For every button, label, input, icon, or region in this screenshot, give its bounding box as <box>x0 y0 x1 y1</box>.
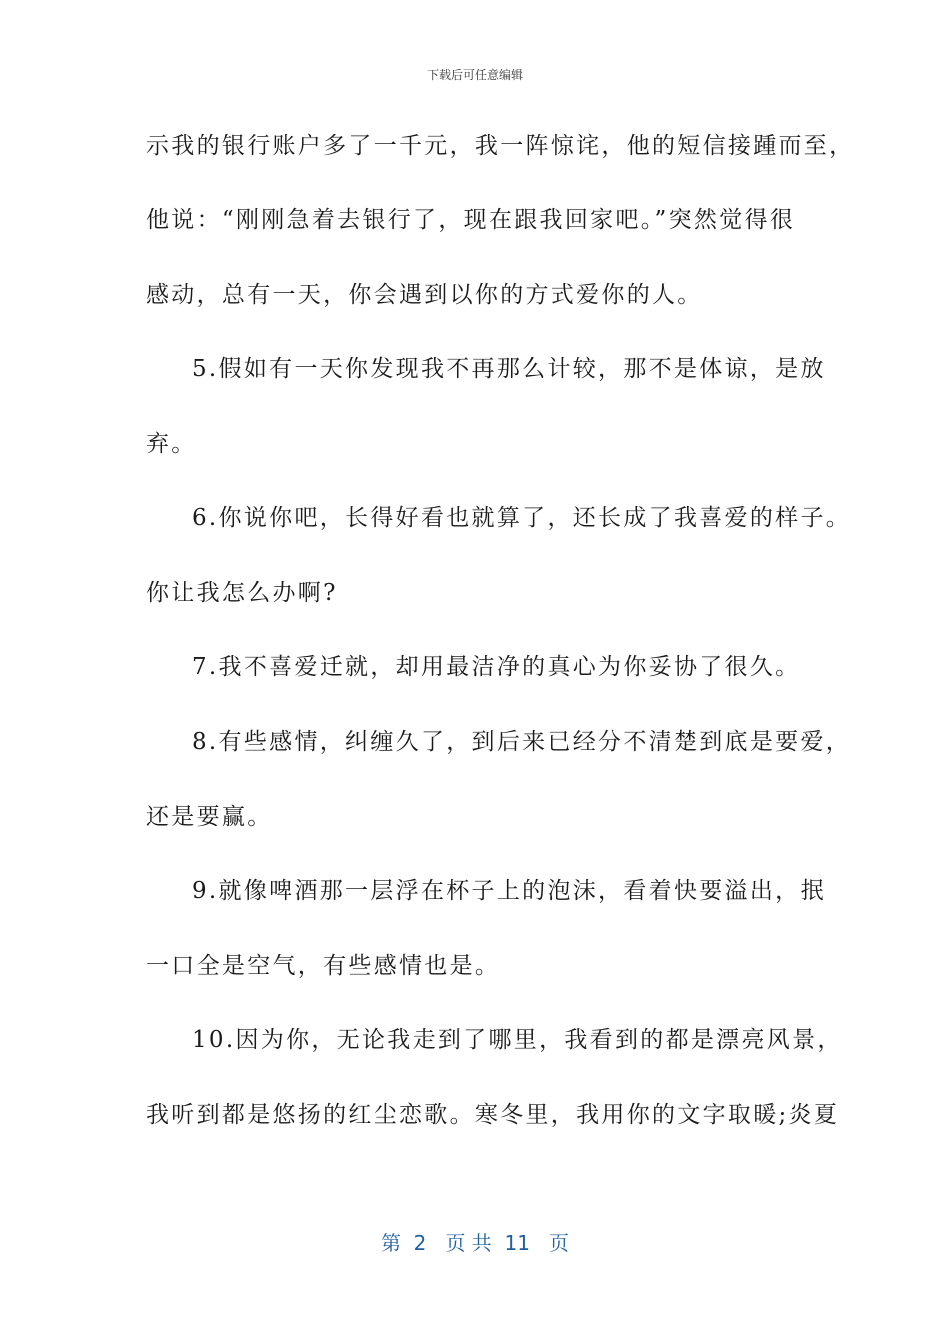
text-line: 他说：“刚刚急着去银行了，现在跟我回家吧。”突然觉得很 <box>146 207 796 233</box>
text-line: 还是要赢。 <box>146 804 273 830</box>
text-line: 10.因为你，无论我走到了哪里，我看到的都是漂亮风景， <box>192 1027 843 1053</box>
text-line: 6.你说你吧，长得好看也就算了，还长成了我喜爱的样子。 <box>192 505 852 531</box>
text-line: 我听到都是悠扬的红尘恋歌。寒冬里，我用你的文字取暖;炎夏 <box>146 1102 840 1128</box>
text-line: 9.就像啤酒那一层浮在杯子上的泡沫，看着快要溢出，抿 <box>192 878 826 904</box>
text-line: 8.有些感情，纠缠久了，到后来已经分不清楚到底是要爱， <box>192 729 852 755</box>
text-line: 你让我怎么办啊? <box>146 580 338 606</box>
text-line: 5.假如有一天你发现我不再那么计较，那不是体谅，是放 <box>192 356 826 382</box>
page-header: 下载后可任意编辑 <box>426 68 523 82</box>
text-line: 弃。 <box>146 431 197 457</box>
text-line: 感动，总有一天，你会遇到以你的方式爱你的人。 <box>146 282 703 308</box>
text-line: 一口全是空气，有些感情也是。 <box>146 953 501 979</box>
text-line: 示我的银行账户多了一千元，我一阵惊诧，他的短信接踵而至， <box>146 133 855 159</box>
page-number-footer: 第 2 页 共 11 页 <box>380 1231 570 1255</box>
text-line: 7.我不喜爱迁就，却用最洁净的真心为你妥协了很久。 <box>192 654 801 680</box>
